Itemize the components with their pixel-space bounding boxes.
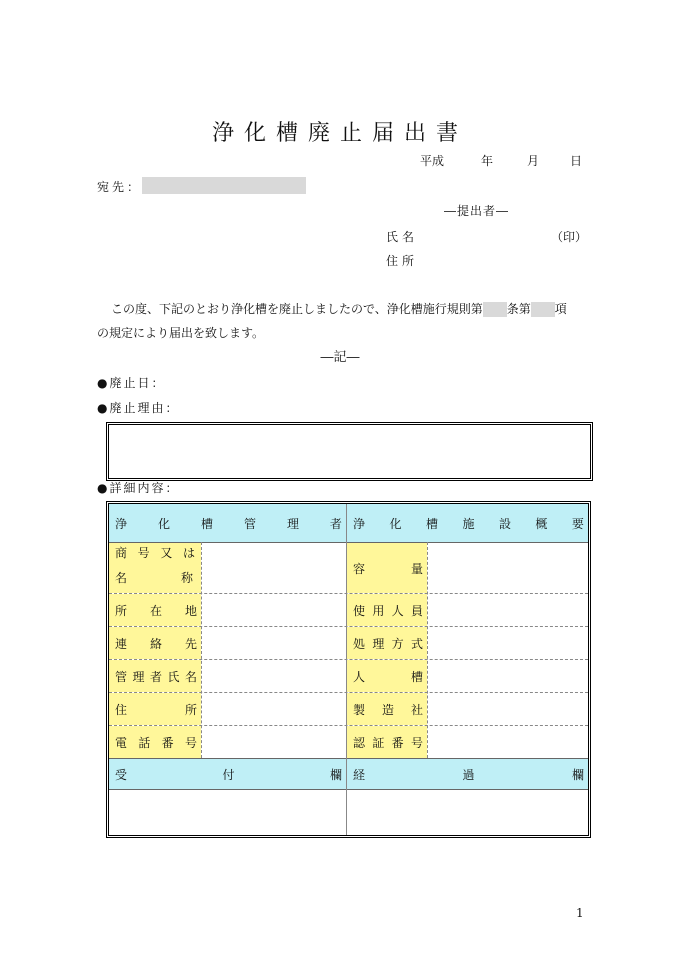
manufacturer-label	[347, 693, 427, 725]
table-char: 槽	[200, 516, 213, 531]
table-char: 化	[389, 516, 402, 531]
table-rule	[109, 789, 588, 790]
table-char: 人	[391, 603, 404, 618]
table-char: 社	[410, 702, 423, 717]
body-line-1	[111, 301, 567, 317]
address-field[interactable]	[202, 693, 346, 725]
address-label	[109, 693, 201, 725]
submitter-header: ―提出者―	[444, 204, 510, 218]
abolition-reason-box[interactable]	[106, 422, 593, 481]
table-char: 者	[329, 516, 342, 531]
addressee-label: 宛先：	[97, 180, 143, 194]
table-char: 番	[161, 735, 174, 750]
table-char: 施	[462, 516, 475, 531]
table-char: 槽	[425, 516, 438, 531]
progress-header	[347, 759, 588, 789]
table-divider	[427, 542, 428, 758]
table-char: 電	[115, 735, 128, 750]
table-char: は	[182, 546, 195, 560]
facility-header	[347, 504, 588, 542]
table-char: 経	[353, 767, 366, 782]
submitter-address-label: 住所	[386, 254, 419, 268]
date-day: 日	[570, 154, 583, 168]
table-char: 受	[115, 767, 128, 782]
table-char: 浄	[353, 516, 366, 531]
manager-name-label	[109, 660, 201, 692]
table-char: 員	[410, 603, 423, 618]
table-char: 号	[410, 735, 423, 750]
table-char: 者	[149, 669, 162, 684]
table-char: 過	[462, 767, 475, 782]
table-char: 理	[286, 516, 299, 531]
table-char: 号	[137, 546, 150, 560]
contact-label	[109, 627, 201, 659]
table-char: 名	[115, 571, 128, 585]
body-line-2: の規定により届出を致します。	[97, 326, 265, 340]
details-label: ●詳細内容：	[97, 481, 180, 495]
body-text-a: この度、下記のとおり浄化槽を廃止しましたので、浄化槽施行規則第	[111, 302, 483, 316]
seal-mark: （印）	[551, 230, 588, 244]
table-char: 認	[353, 735, 366, 750]
manager-name-field[interactable]	[202, 660, 346, 692]
table-char: 称	[180, 571, 193, 585]
paragraph-number-field[interactable]	[531, 302, 555, 317]
ki-heading: ―記―	[320, 350, 360, 365]
table-char: 方	[391, 636, 404, 651]
table-char: 証	[372, 735, 385, 750]
table-rule	[109, 692, 588, 693]
document-title: 浄化槽廃止届出書	[211, 121, 468, 146]
certification-number-field[interactable]	[428, 726, 588, 758]
table-char: 処	[353, 636, 366, 651]
tank-size-field[interactable]	[428, 660, 588, 692]
contact-field[interactable]	[202, 627, 346, 659]
body-text-c: 項	[554, 302, 567, 316]
table-char: 又	[160, 546, 173, 560]
table-char: 名	[184, 669, 197, 684]
table-char: 理	[372, 636, 385, 651]
table-char: 連	[115, 636, 128, 651]
table-char: 化	[157, 516, 170, 531]
users-field[interactable]	[428, 594, 588, 626]
page-number: 1	[576, 906, 584, 920]
certification-number-label	[347, 726, 427, 758]
table-char: 付	[222, 767, 235, 782]
table-char: 住	[115, 702, 128, 717]
table-char: 設	[498, 516, 511, 531]
table-char: 所	[184, 702, 197, 717]
table-char: 用	[372, 603, 385, 618]
table-rule	[109, 758, 588, 759]
tank-size-label	[347, 660, 427, 692]
treatment-method-label	[347, 627, 427, 659]
date-era: 平成	[420, 154, 445, 168]
table-char: 管	[243, 516, 256, 531]
table-rule	[109, 626, 588, 627]
table-char: 欄	[329, 767, 342, 782]
table-char: 氏	[167, 669, 180, 684]
table-char: 在	[149, 603, 162, 618]
manufacturer-field[interactable]	[428, 693, 588, 725]
table-char: 先	[184, 636, 197, 651]
table-rule	[109, 659, 588, 660]
details-table	[106, 501, 591, 838]
table-char: 槽	[410, 669, 423, 684]
addressee-field[interactable]	[142, 177, 306, 194]
phone-label	[109, 726, 201, 758]
abolition-date-label: ●廃止日：	[97, 376, 166, 390]
date-year: 年	[481, 154, 494, 168]
table-char: 商	[115, 546, 128, 560]
phone-field[interactable]	[202, 726, 346, 758]
table-char: 話	[138, 735, 151, 750]
table-char: 番	[391, 735, 404, 750]
table-char: 造	[381, 702, 394, 717]
location-field[interactable]	[202, 594, 346, 626]
table-rule	[109, 542, 588, 543]
date-month: 月	[527, 154, 540, 168]
table-rule	[109, 593, 588, 594]
table-char: 浄	[115, 516, 128, 531]
company-name-label	[109, 543, 201, 593]
reception-header	[109, 759, 346, 789]
table-char: 地	[184, 603, 197, 618]
table-rule	[109, 725, 588, 726]
table-char: 製	[353, 702, 366, 717]
table-char: 号	[184, 735, 197, 750]
table-char: 人	[353, 669, 366, 684]
table-char: 管	[115, 669, 128, 684]
article-number-field[interactable]	[483, 302, 507, 317]
table-divider	[346, 504, 347, 835]
table-char: 絡	[149, 636, 162, 651]
submitter-name-label: 氏名	[386, 230, 419, 244]
location-label	[109, 594, 201, 626]
treatment-method-field[interactable]	[428, 627, 588, 659]
company-name-field[interactable]	[202, 543, 346, 593]
table-char: 量	[410, 561, 423, 576]
abolition-reason-label: ●廃止理由：	[97, 401, 180, 415]
users-label	[347, 594, 427, 626]
table-char: 使	[353, 603, 366, 618]
table-divider	[201, 542, 202, 758]
capacity-field[interactable]	[428, 543, 588, 593]
table-char: 欄	[571, 767, 584, 782]
table-char: 概	[535, 516, 548, 531]
progress-field[interactable]	[347, 790, 588, 835]
capacity-label	[347, 543, 427, 593]
table-char: 要	[571, 516, 584, 531]
table-char: 理	[132, 669, 145, 684]
table-char: 式	[410, 636, 423, 651]
table-char: 容	[353, 561, 366, 576]
body-text-b: 条第	[506, 302, 531, 316]
reception-field[interactable]	[109, 790, 346, 835]
manager-header	[109, 504, 346, 542]
table-char: 所	[115, 603, 128, 618]
